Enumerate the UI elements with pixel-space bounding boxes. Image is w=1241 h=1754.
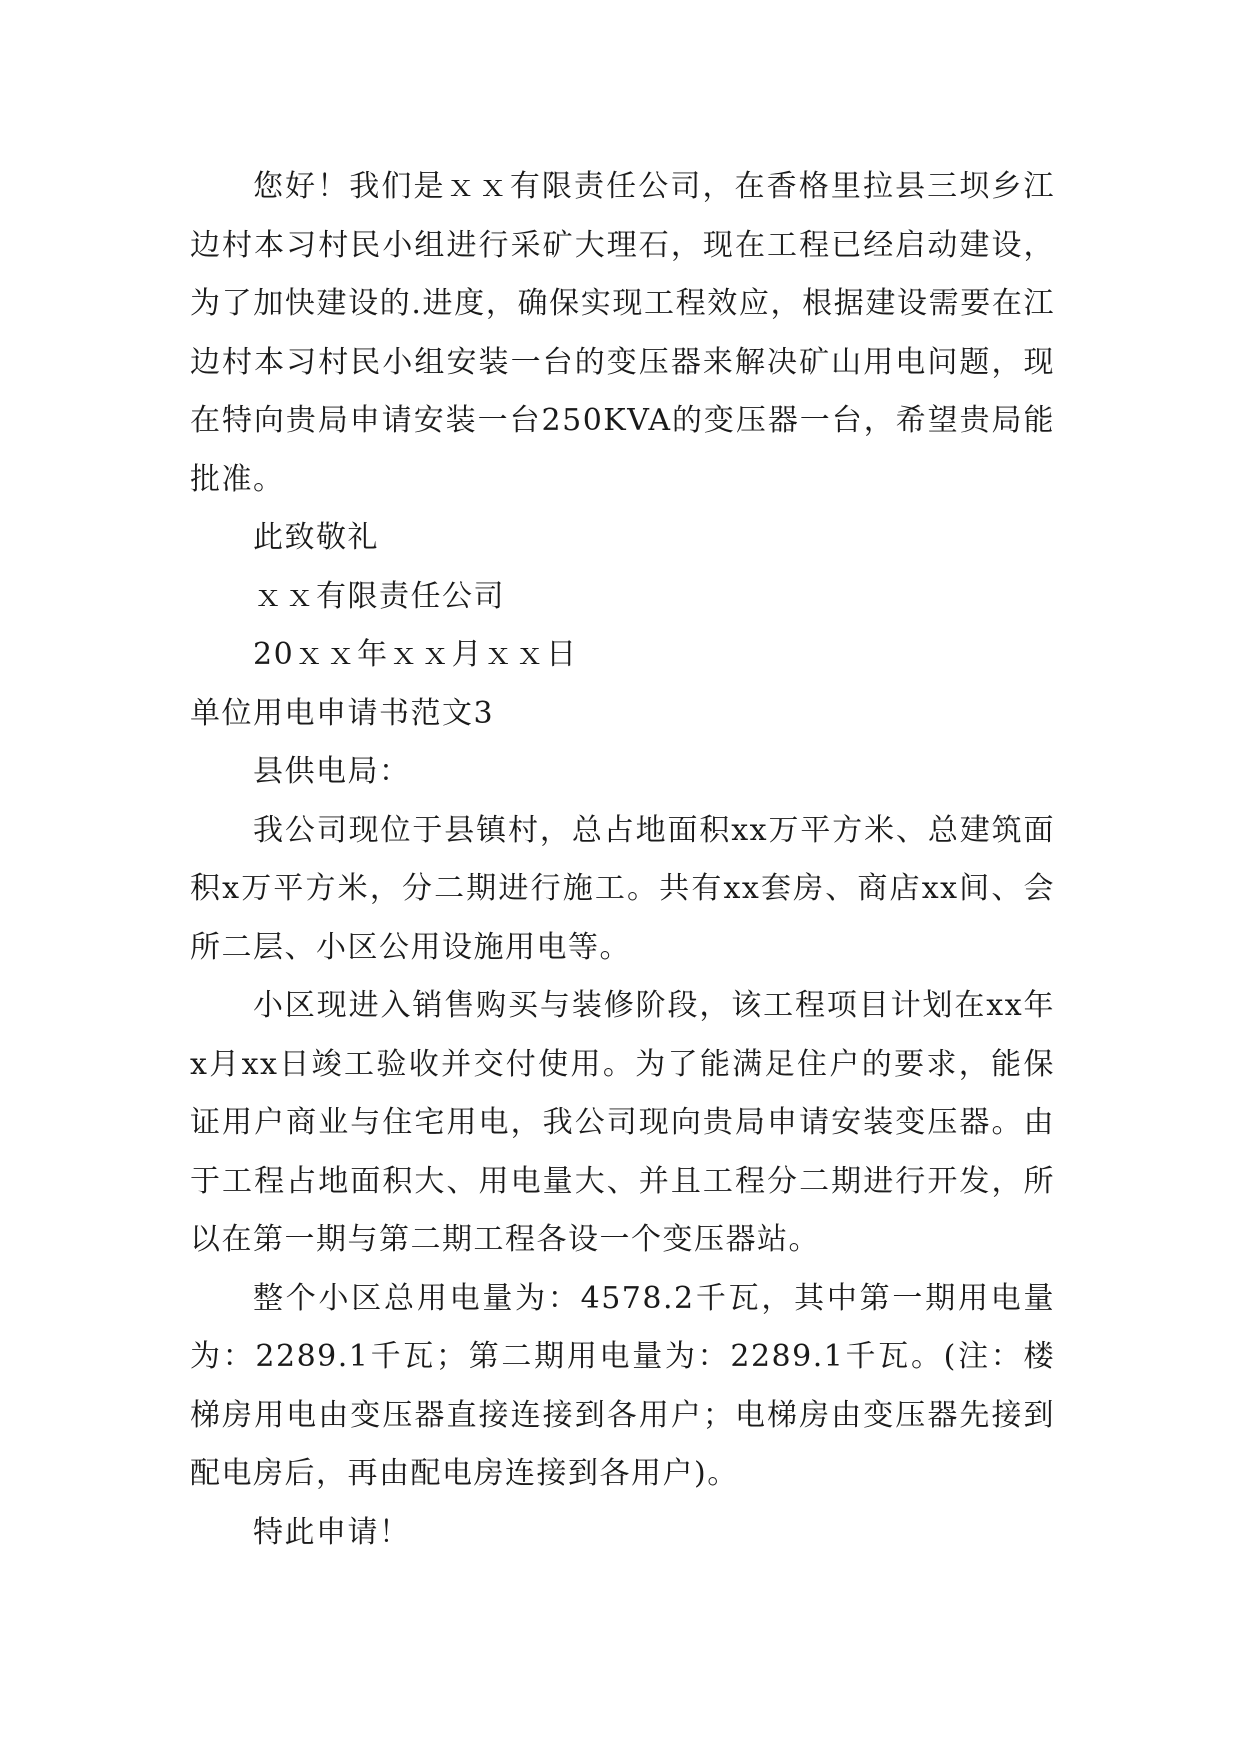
document-body [190,158,1055,1562]
paragraph-company-overview: 我公司现位于县镇村，总占地面积xx万平方米、总建筑面积x万平方米，分二期进行施工。共有xx套房、商店xx间、会所二层、小区公用设施用电等。 [190,812,1055,965]
paragraph-request-body: 您好！我们是ｘｘ有限责任公司，在香格里拉县三坝乡江边村本习村民小组进行采矿大理石，现在工程已经启动建设，为了加快建设的.进度，确保实现工程效应，根据建设需要在江边村本习村民小组安装一台的变压器来解决矿山用电问题，现在特向贵局申请安装一台250KVA的变压器一台，希望贵局能批准。 [190,169,1055,497]
paragraph-closing: 特此申请！ [253,1514,411,1550]
paragraph-project-status: 小区现进入销售购买与装修阶段，该工程项目计划在xx年x月xx日竣工验收并交付使用。为了能满足住户的要求，能保证用户商业与住宅用电，我公司现向贵局申请安装变压器。由于工程占地面积大、用电量大、并且工程分二期进行开发，所以在第一期与第二期工程各设一个变压器站。 [190,988,1055,1257]
paragraph-addressee: 县供电局： [253,754,411,789]
paragraph-power-usage: 整个小区总用电量为：4578.2千瓦，其中第一期用电量为：2289.1千瓦；第二期用电量为：2289.1千瓦。(注：楼梯房用电由变压器直接连接到各用户；电梯房由变压器先接到配电房后，再由配电房连接到各用户)。 [190,1280,1055,1491]
section-heading: 单位用电申请书范文3 [190,695,495,731]
paragraph-salutation: 此致敬礼 [253,520,379,555]
paragraph-company-signature: ｘｘ有限责任公司 [253,578,505,614]
paragraph-date: 20ｘｘ年ｘｘ月ｘｘ日 [253,637,578,672]
